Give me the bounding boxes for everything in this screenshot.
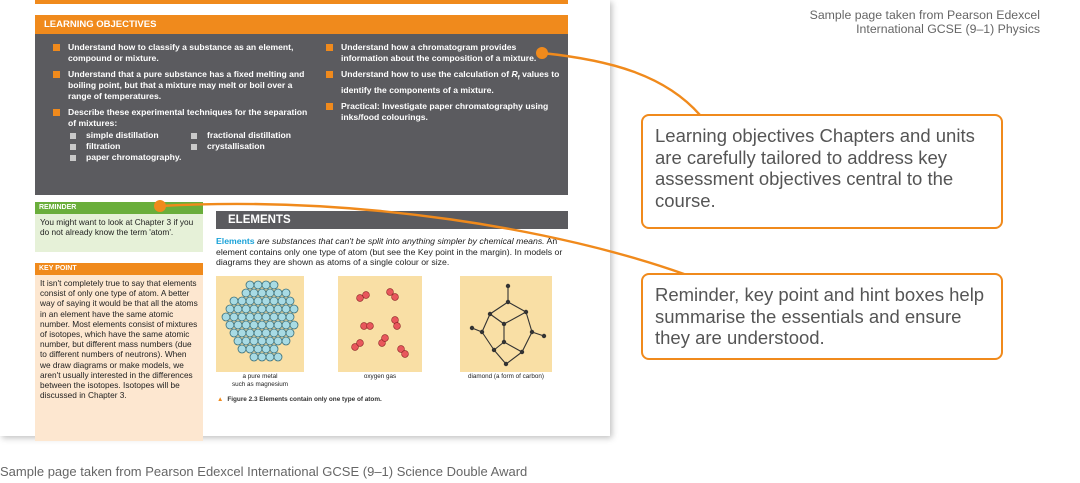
technique-item: filtration	[68, 141, 189, 152]
top-right-source-caption: Sample page taken from Pearson Edexcel International GCSE (9–1) Physics	[809, 8, 1040, 36]
objective-item: Understand how a chromatogram provides information about the composition of a mixture.	[320, 42, 562, 64]
objective-item: Understand that a pure substance has a fixed melting and boiling point, but that a mixture may melt or boil over a range of temperatures.	[47, 69, 310, 102]
learning-objectives-connector	[542, 53, 700, 115]
bottom-source-caption: Sample page taken from Pearson Edexcel International GCSE (9–1) Science Double Award	[0, 464, 528, 479]
objective-item: Understand how to use the calculation of $R_f$ values to identify the components of a mixture.	[320, 69, 562, 96]
connector-dot-reminder	[154, 200, 166, 212]
technique-item: fractional distillation	[189, 130, 310, 141]
connector-dot-learning-objectives	[536, 47, 548, 59]
objective-item: Practical: Investigate paper chromatography using inks/food colourings.	[320, 101, 562, 123]
elements-body-text: An element contains only one type of atom (but see the Key point in the margin). In models or diagrams they are shown as atoms of a single colour or size.	[216, 236, 563, 267]
technique-item: simple distillation	[68, 130, 189, 141]
metal-caption-line2: such as magnesium	[232, 381, 288, 388]
reminder-callout: Reminder, key point and hint boxes help summarise the essentials and ensure they are understood.	[641, 273, 1003, 360]
metal-caption-line1: a pure metal	[242, 373, 278, 380]
learning-objectives-callout: Learning objectives Chapters and units are carefully tailored to address key assessment objectives central to the course.	[641, 114, 1003, 229]
key-point-header: KEY POINT	[35, 263, 203, 275]
reminder-header: REMINDER	[35, 202, 203, 214]
objective-item: Describe these experimental techniques for the separation of mixtures:	[47, 107, 310, 129]
elements-definition: are substances that can't be split into anything simpler by chemical means.	[254, 236, 545, 246]
key-point-text: It isn't completely true to say that elements consist of only one type of atom. A better way of saying it would be that all the atoms in an element have the same atomic number. Most elements consist of mixtures of isotopes, which have the same atomic number, but different mass numbers (due to different numbers of neutrons). When we draw diagrams or make models, we aren't usually interested in the differences between the isotopes. Isotopes will be discussed in Chapter 3.	[40, 278, 198, 401]
figure-caption: ▲ Figure 2.3 Elements contain only one type of atom.	[217, 396, 382, 403]
oxygen-caption: oxygen gas	[363, 373, 397, 380]
diamond-caption: diamond (a form of carbon)	[468, 373, 544, 380]
technique-item: paper chromatography.	[68, 152, 189, 163]
elements-section-header: ELEMENTS	[216, 211, 568, 229]
reminder-text: You might want to look at Chapter 3 if you do not already know the term 'atom'.	[40, 217, 194, 238]
triangle-marker-icon: ▲	[217, 396, 224, 403]
objective-item: Understand how to classify a substance as an element, compound or mixture.	[47, 42, 310, 64]
learning-objectives-header: LEARNING OBJECTIVES	[35, 15, 568, 34]
reminder-connector	[160, 204, 684, 274]
technique-item: crystallisation	[189, 141, 310, 152]
elements-term: Elements	[216, 236, 255, 246]
